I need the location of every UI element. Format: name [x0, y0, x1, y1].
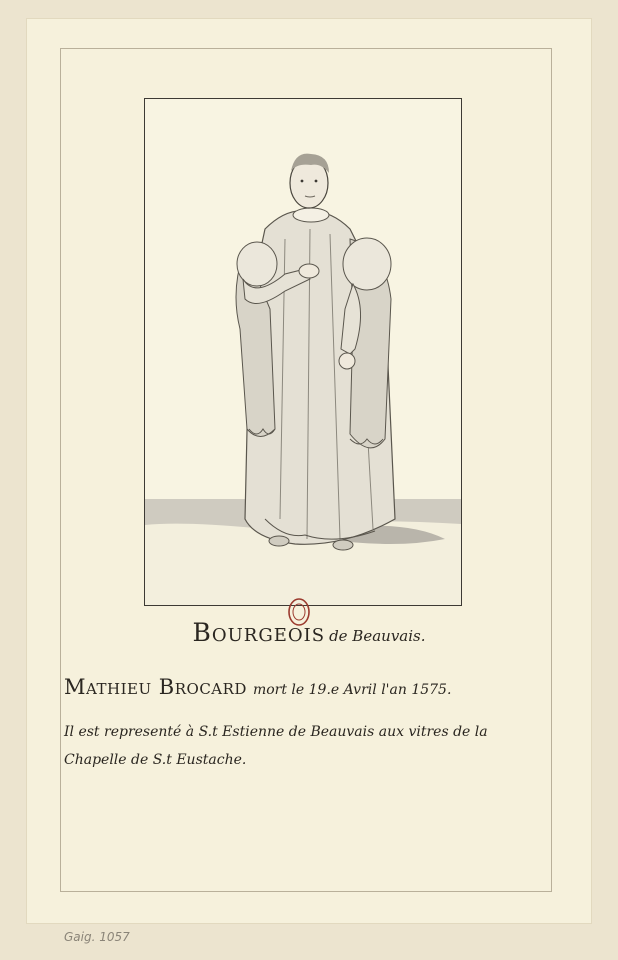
portrait-drawing: [144, 98, 462, 606]
name-line: [64, 675, 584, 699]
death-note: mort le 19.e Avril l'an 1575.: [252, 682, 452, 698]
caption-heading: [26, 618, 592, 647]
description-line-2: Chapelle de S.t Eustache.: [64, 752, 247, 768]
paper-sheet: [26, 18, 592, 924]
description-line-1: Il est representé à S.t Estienne de Beauvais aux vitres de la: [64, 724, 488, 740]
heading-main: Bourgeois: [192, 618, 326, 647]
description: [64, 718, 564, 774]
robed-figure-illustration: [145, 99, 461, 605]
person-name: Mathieu Brocard: [64, 675, 247, 699]
catalog-mark: Gaig. 1057: [64, 930, 130, 944]
heading-sub: de Beauvais.: [329, 627, 426, 645]
